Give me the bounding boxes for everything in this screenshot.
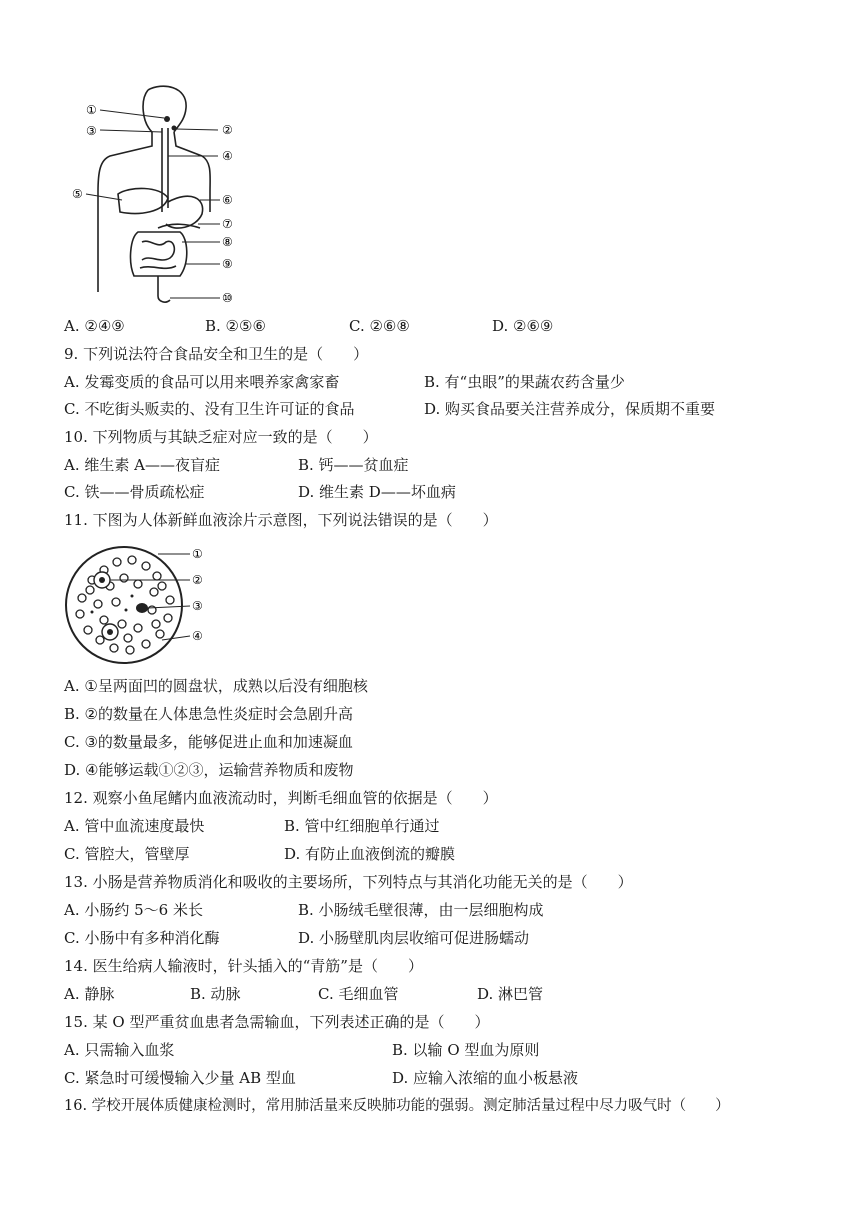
q8-option-c: C. ②⑥⑧ (349, 317, 410, 335)
q8-option-d: D. ②⑥⑨ (492, 317, 554, 335)
digestive-label-7: ⑦ (222, 217, 233, 231)
blood-label-2: ② (192, 573, 203, 587)
q10-option-a: A. 维生素 A——夜盲症 (64, 456, 220, 474)
q9-option-b: B. 有“虫眼”的果蔬农药含量少 (424, 373, 625, 391)
digestive-label-3: ③ (86, 124, 97, 138)
q11-option-b: B. ②的数量在人体患急性炎症时会急剧升高 (64, 705, 354, 723)
q10-option-c: C. 铁——骨质疏松症 (64, 483, 205, 501)
q9-stem: 9. 下列说法符合食品安全和卫生的是（ ） (64, 345, 369, 363)
q13-option-c: C. 小肠中有多种消化酶 (64, 929, 220, 947)
q15-stem: 15. 某 O 型严重贫血患者急需输血，下列表述正确的是（ ） (64, 1013, 490, 1031)
q10-option-d: D. 维生素 D——坏血病 (298, 483, 456, 501)
q12-option-b: B. 管中红细胞单行通过 (284, 817, 440, 835)
digestive-label-2: ② (222, 123, 233, 137)
blood-label-4: ④ (192, 629, 203, 643)
digestive-label-8: ⑧ (222, 235, 233, 249)
q16-stem: 16. 学校开展体质健康检测时，常用肺活量来反映肺功能的强弱。测定肺活量过程中尽力吸气时（ ） (64, 1098, 730, 1114)
digestive-label-1: ① (86, 103, 97, 117)
q13-stem: 13. 小肠是营养物质消化和吸收的主要场所，下列特点与其消化功能无关的是（ ） (64, 873, 633, 891)
blood-label-1: ① (192, 547, 203, 561)
q14-option-c: C. 毛细血管 (318, 985, 399, 1003)
digestive-label-5: ⑤ (72, 187, 83, 201)
q14-option-a: A. 静脉 (64, 985, 115, 1003)
q14-option-b: B. 动脉 (190, 985, 241, 1003)
q14-stem: 14. 医生给病人输液时，针头插入的“青筋”是（ ） (64, 957, 423, 975)
q15-option-b: B. 以输 O 型血为原则 (392, 1041, 540, 1059)
digestive-system-figure (70, 82, 250, 307)
q9-option-a: A. 发霉变质的食品可以用来喂养家禽家畜 (64, 373, 340, 391)
blood-label-3: ③ (192, 599, 203, 613)
q11-option-d: D. ④能够运载①②③，运输营养物质和废物 (64, 761, 354, 779)
q14-option-d: D. 淋巴管 (477, 985, 544, 1003)
q12-option-a: A. 管中血流速度最快 (64, 817, 205, 835)
blood-smear-figure (62, 540, 212, 670)
q13-option-a: A. 小肠约 5～6 米长 (64, 901, 203, 919)
q15-option-a: A. 只需输入血浆 (64, 1041, 175, 1059)
digestive-label-6: ⑥ (222, 193, 233, 207)
q12-stem: 12. 观察小鱼尾鳍内血液流动时，判断毛细血管的依据是（ ） (64, 789, 498, 807)
q13-option-b: B. 小肠绒毛壁很薄，由一层细胞构成 (298, 901, 544, 919)
q9-option-c: C. 不吃街头贩卖的、没有卫生许可证的食品 (64, 400, 355, 418)
q12-option-d: D. 有防止血液倒流的瓣膜 (284, 845, 456, 863)
digestive-label-9: ⑨ (222, 257, 233, 271)
q8-option-b: B. ②⑤⑥ (205, 317, 266, 335)
digestive-label-4: ④ (222, 149, 233, 163)
q12-option-c: C. 管腔大，管壁厚 (64, 845, 190, 863)
q15-option-d: D. 应输入浓缩的血小板悬液 (392, 1069, 579, 1087)
q10-option-b: B. 钙——贫血症 (298, 456, 409, 474)
q11-option-a: A. ①呈两面凹的圆盘状，成熟以后没有细胞核 (64, 677, 368, 695)
q15-option-c: C. 紧急时可缓慢输入少量 AB 型血 (64, 1069, 296, 1087)
q11-stem: 11. 下图为人体新鲜血液涂片示意图，下列说法错误的是（ ） (64, 511, 498, 529)
q9-option-d: D. 购买食品要关注营养成分，保质期不重要 (424, 400, 716, 418)
q13-option-d: D. 小肠壁肌肉层收缩可促进肠蠕动 (298, 929, 530, 947)
q8-option-a: A. ②④⑨ (64, 317, 125, 335)
digestive-label-10: ⑩ (222, 291, 233, 305)
q11-option-c: C. ③的数量最多，能够促进止血和加速凝血 (64, 733, 353, 751)
q10-stem: 10. 下列物质与其缺乏症对应一致的是（ ） (64, 428, 378, 446)
